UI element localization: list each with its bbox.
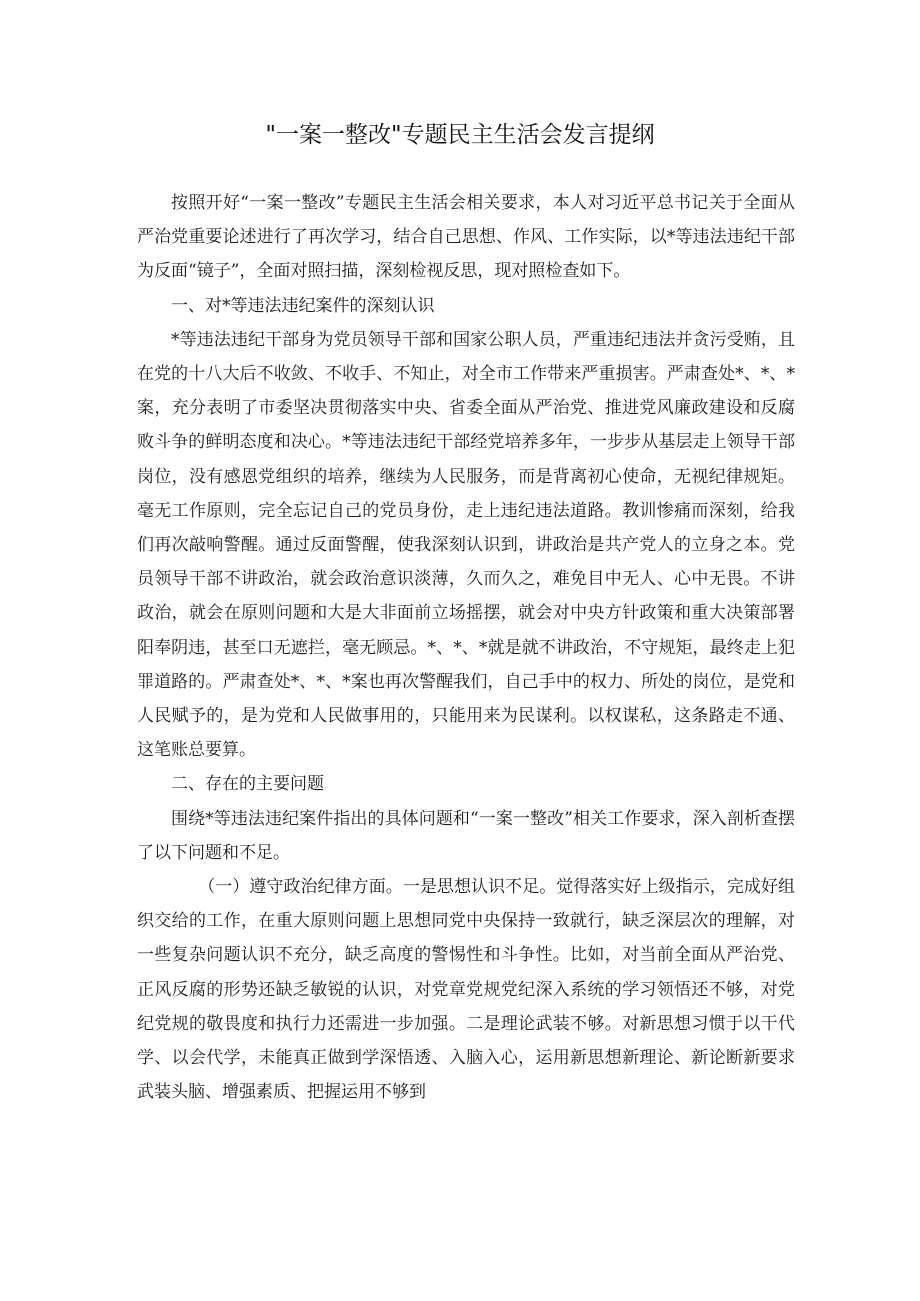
document-title: "一案一整改"专题民主生活会发言提纲 (265, 122, 655, 148)
section-2-intro-paragraph: 围绕*等违法违纪案件指出的具体问题和“一案一整改”相关工作要求，深入剖析查摆了以下问题和不足。 (137, 808, 795, 863)
intro-paragraph: 按照开好“一案一整改”专题民主生活会相关要求，本人对习近平总书记关于全面从严治党重要论述进行了再次学习，结合自己思想、作风、工作实际，以*等违法违纪干部为反面“镜子”，全面对照扫描，深刻检视反思，现对照检查如下。 (137, 193, 795, 282)
section-heading-1: 一、对*等违法违纪案件的深刻认识 (171, 295, 435, 316)
section-1-paragraph: *等违法违纪干部身为党员领导干部和国家公职人员，严重违纪违法并贪污受贿，且在党的十八大后不收敛、不收手、不知止，对全市工作带来严重损害。严肃查处*、*、*案，充分表明了市委坚决贯彻落实中央、省委全面从严治党、推进党风廉政建设和反腐败斗争的鲜明态度和决心。*等违法违纪干部经党培养多年，一步步从基层走上领导干部岗位，没有感恩党组织的培养，继续为人民服务，而是背离初心使命，无视纪律规矩。毫无工作原则，完全忘记自己的党员身份，走上违纪违法道路。教训惨痛而深刻，给我们再次敲响警醒。通过反面警醒，使我深刻认识到，讲政治是共产党人的立身之本。党员领导干部不讲政治，就会政治意识淡薄，久而久之，难免目中无人、心中无畏。不讲政治，就会在原则问题和大是大非面前立场摇摆，就会对中央方针政策和重大决策部署阳奉阴违，甚至口无遮拦，毫无顾忌。*、*、*就是就不讲政治，不守规矩，最终走上犯罪道路的。严肃查处*、*、*案也再次警醒我们，自己手中的权力、所处的岗位，是党和人民赋予的，是为党和人民做事用的，只能用来为民谋利。以权谋私，这条路走不通、这笔账总要算。 (137, 329, 795, 761)
section-heading-2: 二、存在的主要问题 (171, 774, 324, 795)
document-body (137, 186, 795, 1109)
subsection-1-paragraph: （一）遵守政治纪律方面。一是思想认识不足。觉得落实好上级指示，完成好组织交给的工作，在重大原则问题上思想同党中央保持一致就行，缺乏深层次的理解，对一些复杂问题认识不充分，缺乏高度的警惕性和斗争性。比如，对当前全面从严治党、正风反腐的形势还缺乏敏锐的认识，对党章党规党纪深入系统的学习领悟还不够，对党纪党规的敬畏度和执行力还需进一步加强。二是理论武装不够。对新思想习惯于以干代学、以会代学，未能真正做到学深悟透、入脑入心，运用新思想新理论、新论断新要求武装头脑、增强素质、把握运用不够到 (137, 877, 795, 1103)
